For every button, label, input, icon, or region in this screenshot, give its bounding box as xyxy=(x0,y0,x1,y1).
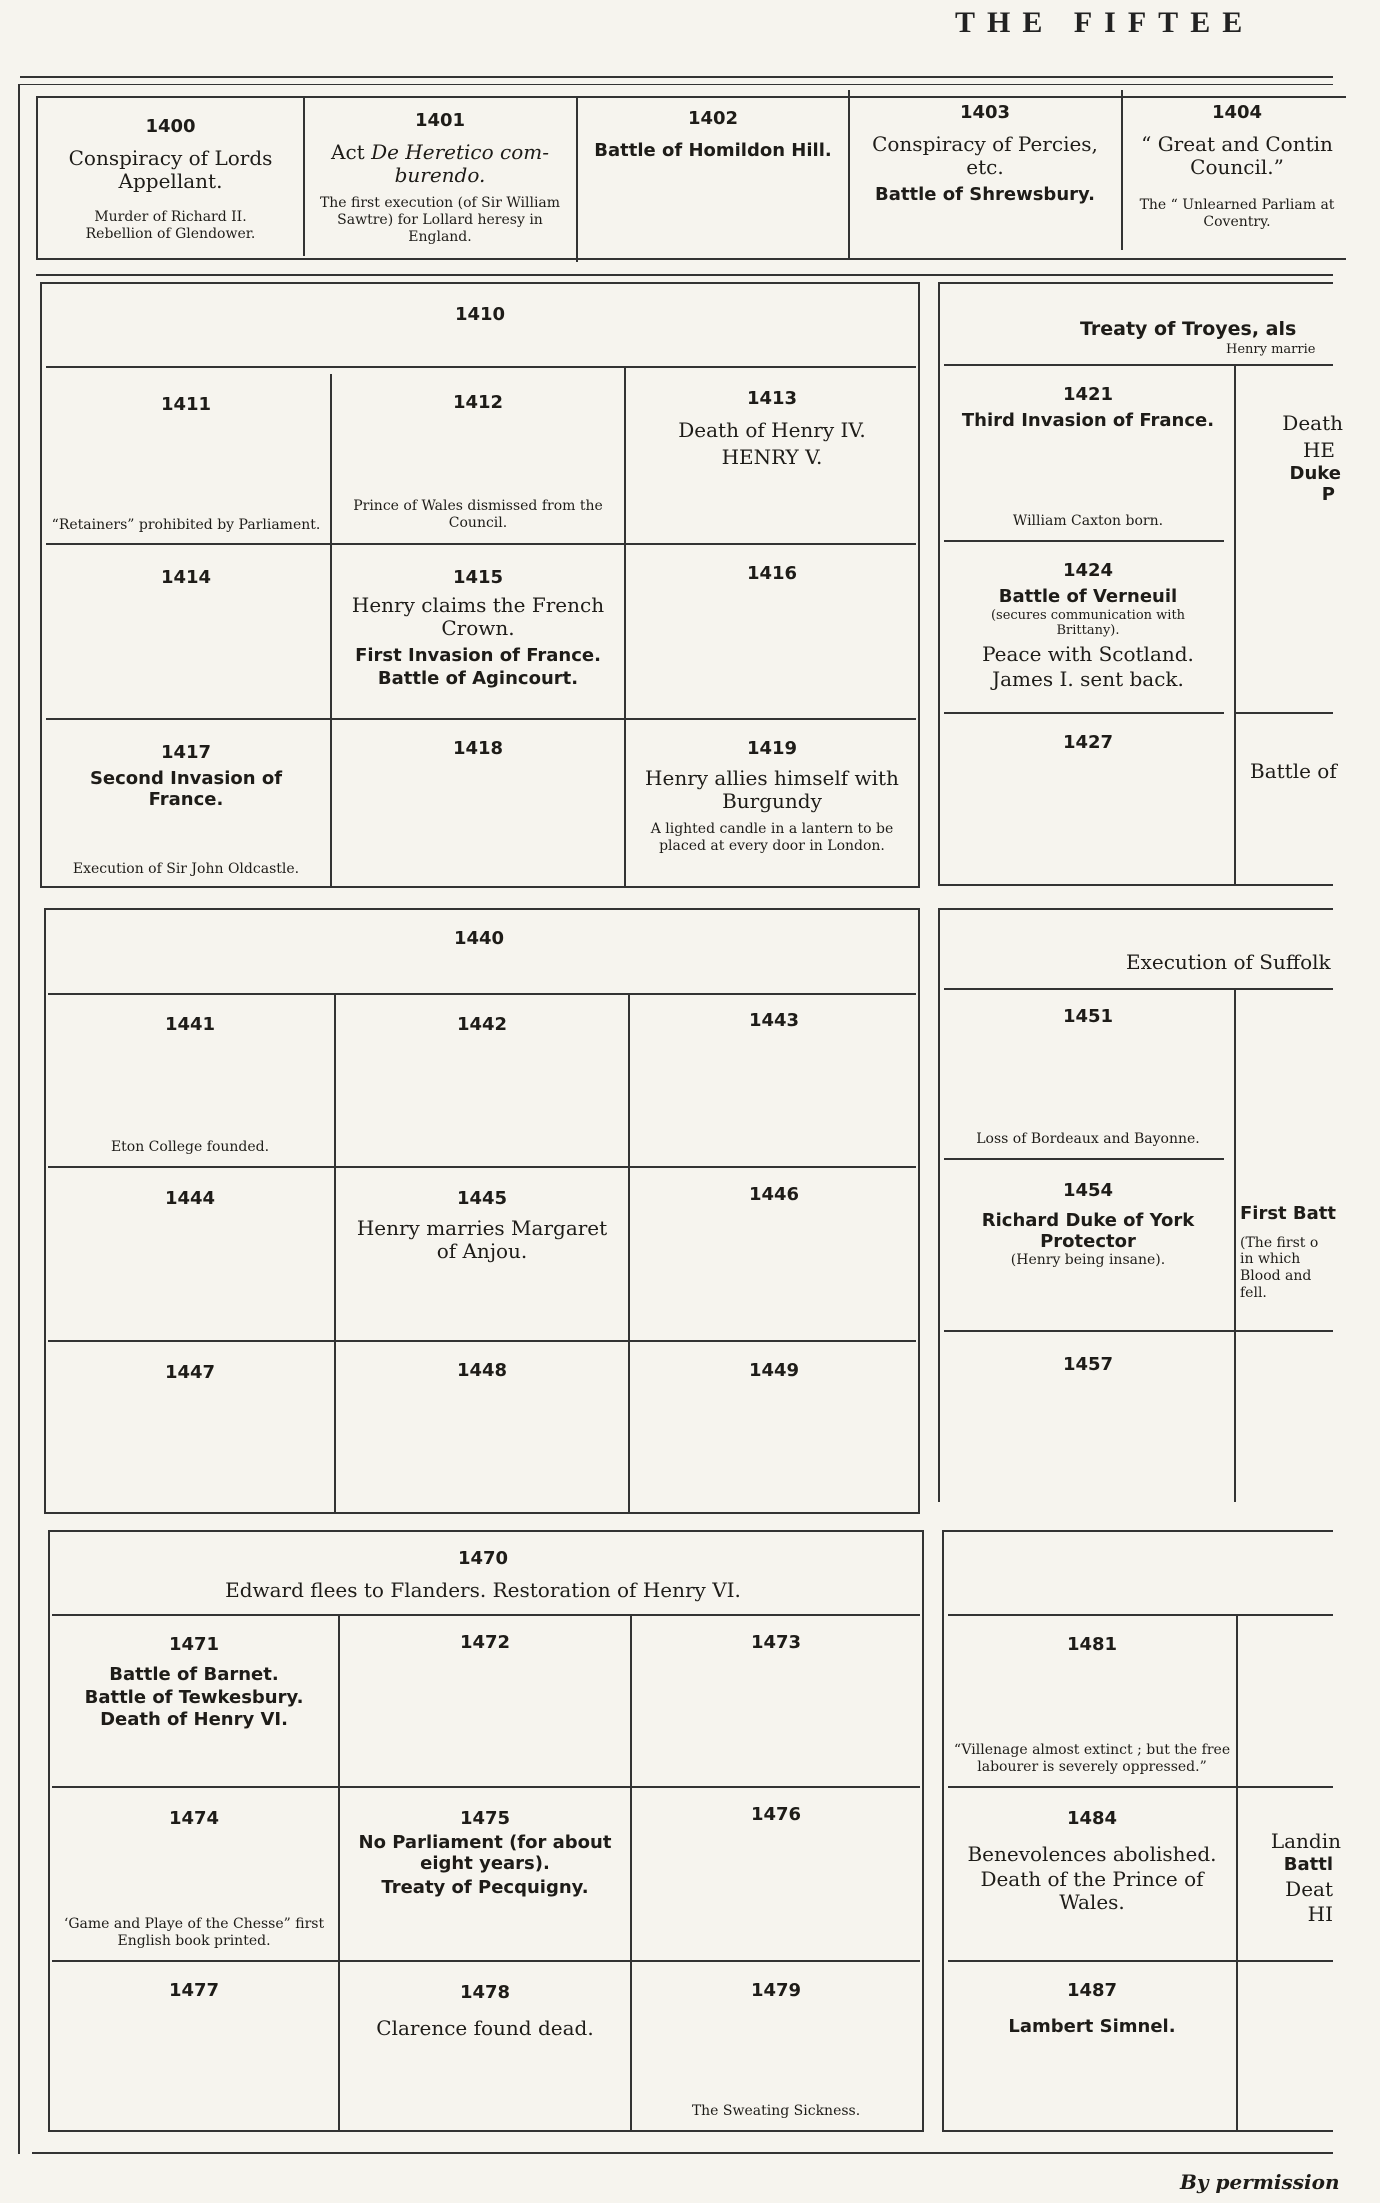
year-label: 1403 xyxy=(959,102,1011,123)
event-text: Henry allies himself with Burgundy xyxy=(645,766,899,813)
year-cell-1427 xyxy=(944,720,1232,880)
year-cell-1444 xyxy=(46,1176,334,1336)
event-text: Conspiracy of Lords Appellant. xyxy=(68,146,273,193)
year-label: 1402 xyxy=(687,108,739,129)
decade-label: 1470 xyxy=(457,1548,509,1569)
year-cell-1484 xyxy=(948,1796,1236,1956)
year-cell-1419 xyxy=(626,726,918,886)
event-text: Clarence found dead. xyxy=(376,2016,594,2040)
event-text: Battle of Barnet. xyxy=(109,1664,279,1685)
note-text: (secures communication with Brittany). xyxy=(990,607,1186,639)
year-cell-1424 xyxy=(944,548,1232,710)
year-cell-1473 xyxy=(632,1620,920,1780)
year-cell-1474 xyxy=(50,1796,338,1958)
event-text: Act xyxy=(331,140,372,164)
note-text: Eton College founded. xyxy=(110,1139,270,1156)
note-text: Rebellion of Glendower. xyxy=(85,225,256,242)
divider xyxy=(48,1340,916,1342)
event-text: Treaty of Pecquigny. xyxy=(381,1877,589,1899)
divider xyxy=(948,1960,1333,1962)
year-label: 1427 xyxy=(1062,732,1114,753)
page-title: THE FIFTEE xyxy=(955,6,1255,39)
year-label: 1476 xyxy=(750,1804,802,1825)
event-text: HENRY V. xyxy=(721,445,823,469)
divider xyxy=(48,1166,916,1168)
event-text: Battle of Verneuil xyxy=(998,586,1178,607)
divider xyxy=(944,540,1224,542)
divider xyxy=(1234,712,1333,714)
year-label: 1418 xyxy=(452,738,504,759)
divider xyxy=(938,884,1333,886)
event-text: No Parliament (for about eight years). xyxy=(358,1832,612,1874)
divider xyxy=(48,993,916,995)
year-cell-1481 xyxy=(948,1622,1236,1784)
year-label: 1444 xyxy=(164,1188,216,1209)
event-text: James I. sent back. xyxy=(992,666,1184,691)
event-text: Battle of xyxy=(1250,759,1337,783)
divider xyxy=(938,908,1333,910)
year-label: 1447 xyxy=(164,1362,216,1383)
note-text: ‘Game and Playe of the Chesse” first English book printed. xyxy=(63,1916,325,1950)
event-text: P xyxy=(1321,483,1335,505)
divider xyxy=(938,282,940,886)
year-label: 1479 xyxy=(750,1980,802,2001)
year-label: 1415 xyxy=(452,567,504,588)
year-cell-1451 xyxy=(944,994,1232,1156)
event-text: Death xyxy=(1282,411,1343,435)
divider xyxy=(942,2130,1333,2132)
divider xyxy=(52,1960,920,1962)
note-text: (The first o in which Blood and fell. xyxy=(1240,1234,1319,1302)
event-text: Henry marries Margaret of Anjou. xyxy=(356,1216,608,1263)
year-label: 1421 xyxy=(1062,384,1114,405)
year-cell-1412 xyxy=(332,380,624,540)
year-label: 1417 xyxy=(160,742,212,763)
year-cell-1401 xyxy=(305,98,575,256)
event-text: Death of the Prince of Wales. xyxy=(980,1867,1204,1914)
event-text: Landin xyxy=(1270,1829,1341,1853)
decade-header: Execution of Suffolk xyxy=(1126,950,1331,974)
note-text: The Sweating Sickness. xyxy=(691,2103,861,2120)
divider xyxy=(36,274,1333,276)
year-cell-1457 xyxy=(944,1342,1232,1498)
event-text: HE xyxy=(1302,438,1335,462)
divider xyxy=(944,988,1333,990)
event-text: Henry claims the French Crown. xyxy=(351,593,605,640)
year-cell-1476 xyxy=(632,1792,920,1952)
year-label: 1451 xyxy=(1062,1006,1114,1027)
note-text: Prince of Wales dismissed from the Council. xyxy=(353,498,603,532)
year-cell-1400 xyxy=(38,104,303,258)
event-text: Lambert Simnel. xyxy=(1008,2016,1176,2037)
event-text: Battle of Agincourt. xyxy=(377,667,579,689)
year-cell-1402 xyxy=(578,96,848,254)
divider xyxy=(948,1786,1333,1788)
year-cell-1411 xyxy=(42,382,330,542)
event-text: Duke xyxy=(1289,463,1341,484)
event-text: De Heretico com- burendo. xyxy=(371,140,549,187)
year-label: 1454 xyxy=(1062,1180,1114,1201)
year-label: 1401 xyxy=(414,110,466,131)
year-label: 1473 xyxy=(750,1632,802,1653)
note-text: The first execution (of Sir William Sawtre) for Lollard heresy in England. xyxy=(319,195,561,245)
year-label: 1481 xyxy=(1066,1634,1118,1655)
year-cell-1477 xyxy=(50,1968,338,2128)
year-label: 1414 xyxy=(160,567,212,588)
year-cell-1414 xyxy=(42,555,330,715)
year-cell-1447 xyxy=(46,1350,334,1510)
event-text: Battle of Tewkesbury. xyxy=(84,1686,304,1708)
year-label: 1442 xyxy=(456,1014,508,1035)
year-cell-1478 xyxy=(340,1970,630,2130)
year-label: 1472 xyxy=(459,1632,511,1653)
event-text: Battle of Shrewsbury. xyxy=(875,184,1095,205)
year-cell-1472 xyxy=(340,1620,630,1780)
note-text: William Caxton born. xyxy=(1012,513,1164,530)
year-label: 1411 xyxy=(160,394,212,415)
year-cell-1448 xyxy=(336,1348,628,1508)
divider xyxy=(944,1158,1224,1160)
header-rule xyxy=(20,76,1333,78)
year-label: 1449 xyxy=(748,1360,800,1381)
year-cell-1449 xyxy=(630,1348,918,1508)
event-text: Benevolences abolished. xyxy=(967,1842,1217,1866)
year-label: 1445 xyxy=(456,1188,508,1209)
year-cell-1418 xyxy=(332,726,624,882)
divider xyxy=(938,908,940,1502)
divider xyxy=(46,366,916,368)
outer-bottom-rule xyxy=(32,2152,1333,2154)
divider xyxy=(938,282,1333,284)
year-cell-1445 xyxy=(336,1176,628,1336)
year-label: 1400 xyxy=(145,116,196,137)
decade-label: 1410 xyxy=(454,304,506,325)
year-label: 1484 xyxy=(1066,1808,1118,1829)
year-cell-1487 xyxy=(948,1968,1236,2128)
event-text: First Invasion of France. xyxy=(355,645,601,666)
note-text: Murder of Richard II. xyxy=(94,209,247,225)
year-label: 1443 xyxy=(748,1010,800,1031)
year-label: 1416 xyxy=(746,563,798,584)
divider xyxy=(46,543,916,545)
year-cell-1428-partial xyxy=(1236,720,1337,880)
year-label: 1446 xyxy=(748,1184,800,1205)
year-cell-1479 xyxy=(632,1968,920,2128)
decade-label: 1440 xyxy=(453,928,505,949)
year-cell-1471 xyxy=(50,1622,338,1784)
year-cell-1443 xyxy=(630,998,918,1158)
year-label: 1404 xyxy=(1211,102,1263,123)
event-text: Richard Duke of York Protector xyxy=(981,1210,1195,1252)
note-text: The “ Unlearned Parliam at Coventry. xyxy=(1139,197,1335,230)
year-label: 1471 xyxy=(168,1634,220,1655)
event-text: Deat xyxy=(1285,1876,1333,1901)
year-cell-1415 xyxy=(332,555,624,717)
note-text: Execution of Sir John Oldcastle. xyxy=(72,861,300,878)
decade-header: Treaty of Troyes, als xyxy=(1080,318,1297,340)
note-text: (Henry being insane). xyxy=(1010,1252,1166,1269)
year-cell-1417 xyxy=(42,730,330,886)
year-cell-1455-partial xyxy=(1236,1203,1337,1330)
year-cell-1442 xyxy=(336,1002,628,1162)
year-label: 1448 xyxy=(456,1360,508,1381)
year-label: 1412 xyxy=(452,392,504,413)
year-cell-1475 xyxy=(340,1796,630,1956)
year-label: 1474 xyxy=(168,1808,220,1829)
event-text: Battl xyxy=(1283,1854,1333,1875)
year-label: 1419 xyxy=(746,738,798,759)
year-label: 1413 xyxy=(746,388,798,409)
year-cell-1446 xyxy=(630,1172,918,1332)
event-text: Battle of Homildon Hill. xyxy=(594,140,832,161)
decade-subheader: Edward flees to Flanders. Restoration of Henry VI. xyxy=(225,1578,741,1602)
event-text: HI xyxy=(1307,1901,1333,1926)
year-cell-1413 xyxy=(626,376,918,541)
note-text: A lighted candle in a lantern to be placed at every door in London. xyxy=(650,821,894,854)
event-text: Death of Henry VI. xyxy=(100,1709,288,1731)
year-label: 1475 xyxy=(459,1808,511,1829)
event-text: “ Great and Contin Council.” xyxy=(1141,132,1333,179)
year-cell-1485-partial xyxy=(1238,1796,1341,1956)
note-text: “Retainers” prohibited by Parliament. xyxy=(51,517,321,534)
event-text: Conspiracy of Percies, etc. xyxy=(872,132,1098,179)
decade-subheader: Henry marrie xyxy=(1226,342,1316,357)
event-text: Peace with Scotland. xyxy=(982,641,1194,666)
year-cell-1422-partial xyxy=(1236,372,1343,538)
event-text: First Batt xyxy=(1240,1203,1337,1224)
event-text: Death of Henry IV. xyxy=(678,418,866,442)
year-label: 1478 xyxy=(459,1982,511,2003)
year-label: 1424 xyxy=(1062,560,1114,581)
event-text: Third Invasion of France. xyxy=(961,410,1215,431)
year-cell-1454 xyxy=(944,1168,1232,1328)
year-cell-1404 xyxy=(1123,90,1343,250)
divider xyxy=(46,718,916,720)
outer-top-rule xyxy=(18,84,1333,85)
year-label: 1457 xyxy=(1062,1354,1114,1375)
divider xyxy=(944,1330,1333,1332)
divider xyxy=(944,712,1224,714)
outer-left-rule xyxy=(18,84,20,2154)
year-cell-1403 xyxy=(850,90,1120,254)
event-text: Second Invasion of France. xyxy=(89,768,283,810)
divider xyxy=(944,364,1333,366)
divider xyxy=(942,1530,1333,1532)
note-text: “Villenage almost extinct ; but the free labourer is severely oppressed.” xyxy=(953,1742,1231,1776)
year-cell-1421 xyxy=(944,372,1232,538)
footer-credit: By permission xyxy=(1180,2170,1340,2194)
divider xyxy=(52,1614,920,1616)
divider xyxy=(948,1614,1333,1616)
year-cell-1441 xyxy=(46,1002,334,1164)
divider xyxy=(52,1786,920,1788)
year-cell-1416 xyxy=(626,551,918,711)
divider xyxy=(942,1530,944,2130)
year-label: 1487 xyxy=(1066,1980,1118,2001)
year-label: 1477 xyxy=(168,1980,220,2001)
year-label: 1441 xyxy=(164,1014,216,1035)
note-text: Loss of Bordeaux and Bayonne. xyxy=(976,1131,1200,1148)
